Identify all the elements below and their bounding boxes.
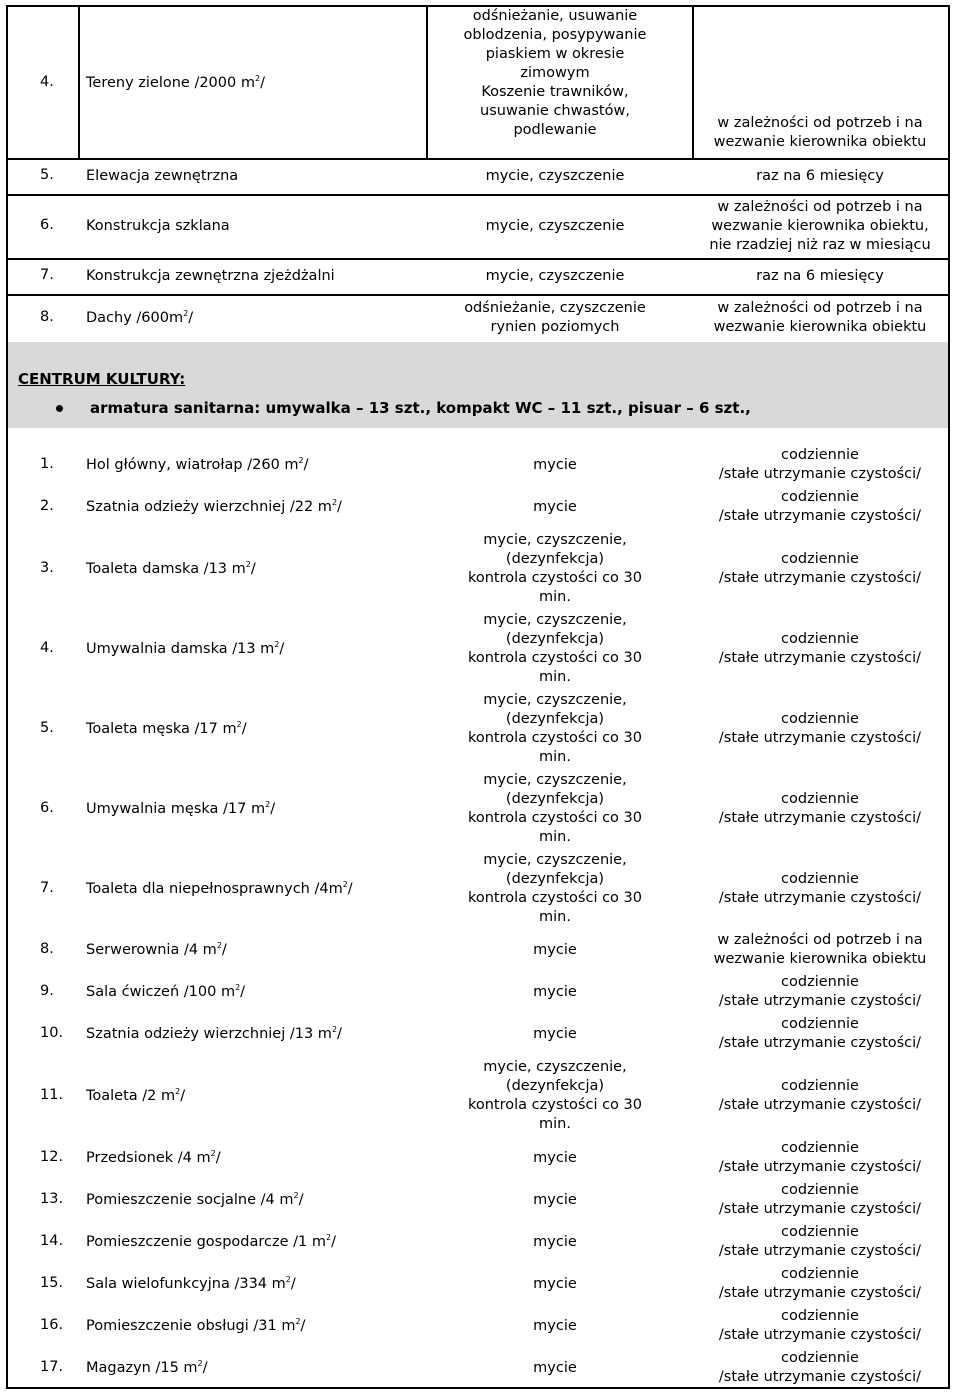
row-number: 7. bbox=[40, 880, 54, 896]
row-number: 17. bbox=[40, 1359, 64, 1375]
row-frequency-line: raz na 6 miesięcy bbox=[756, 267, 884, 284]
document-table bbox=[6, 5, 950, 1389]
row-frequency-line: codziennie bbox=[781, 489, 859, 505]
unit-superscript: 2 bbox=[331, 498, 338, 507]
area-name-tail: / bbox=[221, 942, 227, 958]
row-activity-line: (dezynfekcja) bbox=[505, 551, 605, 567]
row-number: 14. bbox=[40, 1233, 64, 1249]
row-number: 2. bbox=[40, 498, 54, 514]
column-divider bbox=[692, 7, 694, 158]
row-area-name bbox=[86, 800, 275, 817]
row-activity bbox=[426, 851, 684, 927]
row-frequency-line: w zależności od potrzeb i na bbox=[717, 198, 923, 215]
row-activity-line: rynien poziomych bbox=[490, 319, 620, 335]
row-activity-line: zimowym bbox=[520, 65, 590, 81]
area-name-text: Konstrukcja szklana bbox=[86, 218, 230, 234]
row-activity bbox=[426, 1275, 684, 1294]
row-activity bbox=[426, 983, 684, 1002]
area-name-text: Pomieszczenie gospodarcze /1 m bbox=[86, 1234, 326, 1250]
area-name-text: Sala wielofunkcyjna /334 m bbox=[86, 1276, 286, 1292]
unit-superscript: 2 bbox=[265, 800, 271, 809]
row-activity bbox=[426, 456, 684, 475]
row-area-name bbox=[86, 456, 309, 473]
row-activity-line: min. bbox=[539, 589, 571, 605]
row-activity bbox=[426, 217, 684, 236]
row-frequency-line: /stałe utrzymanie czystości/ bbox=[718, 1285, 922, 1301]
row-activity bbox=[426, 167, 684, 186]
unit-superscript: 2 bbox=[326, 1233, 332, 1242]
unit-superscript: 2 bbox=[254, 73, 261, 83]
row-number: 5. bbox=[40, 167, 54, 183]
row-area-name bbox=[86, 1149, 221, 1166]
row-frequency bbox=[692, 1265, 948, 1303]
area-name-tail: / bbox=[337, 499, 342, 515]
row-number: 7. bbox=[40, 267, 54, 283]
row-activity-line: mycie, czyszczenie, bbox=[483, 612, 627, 628]
row-frequency bbox=[692, 114, 948, 152]
area-name-tail: / bbox=[279, 641, 285, 657]
row-area-name bbox=[86, 167, 238, 184]
area-name-tail: / bbox=[202, 1360, 208, 1376]
row-frequency-line: /stałe utrzymanie czystości/ bbox=[718, 1369, 922, 1385]
row-frequency-line: codziennie bbox=[781, 1350, 859, 1366]
row-activity-line: kontrola czystości co 30 bbox=[467, 1097, 642, 1113]
row-activity bbox=[426, 1058, 684, 1134]
row-frequency-line: /stałe utrzymanie czystości/ bbox=[718, 730, 922, 746]
row-activity-line: min. bbox=[539, 749, 571, 765]
row-frequency-line: /stałe utrzymanie czystości/ bbox=[718, 1159, 922, 1175]
row-frequency bbox=[692, 710, 948, 748]
unit-superscript: 2 bbox=[183, 309, 189, 318]
row-frequency bbox=[692, 1307, 948, 1345]
area-name-tail: / bbox=[347, 881, 353, 897]
section-bullet-text: armatura sanitarna: umywalka – 13 szt., kompakt WC – 11 szt., pisuar – 6 szt., bbox=[90, 399, 751, 417]
row-frequency bbox=[692, 1181, 948, 1219]
area-name-text: Sala ćwiczeń /100 m bbox=[86, 984, 236, 1000]
area-name-tail: / bbox=[300, 1318, 306, 1334]
row-area-name bbox=[86, 267, 335, 284]
row-frequency bbox=[692, 550, 948, 588]
row-number: 10. bbox=[40, 1025, 64, 1041]
row-area-name bbox=[86, 1025, 342, 1042]
area-name-tail: / bbox=[270, 801, 276, 817]
row-area-name bbox=[86, 941, 227, 958]
row-activity-line: oblodzenia, posypywanie bbox=[463, 27, 647, 43]
row-activity-line: mycie bbox=[533, 1359, 577, 1376]
row-frequency-line: codziennie bbox=[781, 1224, 859, 1240]
unit-superscript: 2 bbox=[216, 941, 222, 950]
row-number: 8. bbox=[40, 309, 54, 325]
row-activity-line: min. bbox=[539, 909, 571, 925]
area-name-tail: / bbox=[337, 1026, 342, 1042]
row-frequency-line: /stałe utrzymanie czystości/ bbox=[718, 650, 922, 666]
row-frequency-line: /stałe utrzymanie czystości/ bbox=[718, 508, 922, 524]
row-divider bbox=[8, 158, 948, 160]
row-frequency-line: /stałe utrzymanie czystości/ bbox=[718, 1327, 922, 1343]
row-frequency-line: codziennie bbox=[781, 871, 859, 887]
row-activity-line: kontrola czystości co 30 bbox=[467, 730, 642, 746]
row-activity bbox=[426, 1149, 684, 1168]
row-number: 9. bbox=[40, 983, 54, 999]
row-activity-line: mycie bbox=[533, 456, 577, 473]
row-frequency-line: raz na 6 miesięcy bbox=[756, 167, 884, 184]
row-number: 6. bbox=[40, 800, 54, 816]
row-activity bbox=[426, 1359, 684, 1378]
area-name-tail: / bbox=[240, 984, 246, 1000]
unit-superscript: 2 bbox=[245, 560, 251, 569]
area-name-text: Dachy /600m bbox=[86, 310, 184, 326]
row-frequency-line: /stałe utrzymanie czystości/ bbox=[718, 1097, 922, 1113]
row-frequency bbox=[692, 931, 948, 969]
row-frequency-line: wezwanie kierownika obiektu bbox=[713, 134, 927, 150]
row-area-name bbox=[86, 560, 256, 577]
row-activity-line: kontrola czystości co 30 bbox=[467, 890, 642, 906]
row-area-name bbox=[86, 1087, 185, 1104]
area-name-text: Toaleta męska /17 m bbox=[86, 721, 237, 737]
area-name-text: Przedsionek /4 m bbox=[86, 1150, 211, 1166]
area-name-text: Konstrukcja zewnętrzna zjeżdżalni bbox=[86, 268, 335, 284]
row-activity-line: mycie bbox=[533, 498, 577, 515]
area-name-text: Toaleta dla niepełnosprawnych /4m bbox=[86, 881, 343, 897]
row-number: 4. bbox=[40, 73, 54, 90]
row-activity-line: odśnieżanie, czyszczenie bbox=[464, 300, 646, 316]
row-number: 15. bbox=[40, 1275, 64, 1291]
row-activity-line: mycie bbox=[533, 983, 577, 1000]
row-frequency-line: wezwanie kierownika obiektu bbox=[713, 319, 927, 335]
unit-superscript: 2 bbox=[235, 983, 241, 992]
row-frequency-line: codziennie bbox=[781, 711, 859, 727]
row-number: 6. bbox=[40, 217, 54, 233]
row-area-name bbox=[86, 498, 342, 515]
row-activity-line: mycie, czyszczenie, bbox=[483, 852, 627, 868]
unit-superscript: 2 bbox=[298, 456, 304, 465]
row-activity-line: mycie, czyszczenie, bbox=[483, 532, 627, 548]
row-frequency bbox=[692, 299, 948, 337]
row-frequency-line: /stałe utrzymanie czystości/ bbox=[718, 1243, 922, 1259]
row-frequency bbox=[692, 630, 948, 668]
unit-superscript: 2 bbox=[331, 1025, 338, 1034]
row-divider bbox=[8, 258, 948, 260]
row-frequency-line: /stałe utrzymanie czystości/ bbox=[718, 890, 922, 906]
row-area-name bbox=[86, 74, 265, 91]
row-frequency bbox=[692, 1139, 948, 1177]
row-frequency-line: codziennie bbox=[781, 974, 859, 990]
bullet-icon bbox=[56, 405, 63, 412]
row-frequency-line: codziennie bbox=[781, 1182, 859, 1198]
row-activity-line: mycie bbox=[533, 1233, 577, 1250]
row-area-name bbox=[86, 640, 284, 657]
area-name-tail: / bbox=[303, 457, 309, 473]
unit-superscript: 2 bbox=[175, 1087, 181, 1096]
row-frequency-line: /stałe utrzymanie czystości/ bbox=[718, 466, 922, 482]
row-activity bbox=[426, 1025, 684, 1044]
row-frequency-line: codziennie bbox=[781, 1266, 859, 1282]
area-name-text: Toaleta /2 m bbox=[86, 1088, 176, 1104]
area-name-text: Pomieszczenie obsługi /31 m bbox=[86, 1318, 296, 1334]
area-name-tail: / bbox=[298, 1192, 304, 1208]
row-activity bbox=[426, 267, 684, 286]
row-frequency-line: w zależności od potrzeb i na bbox=[717, 300, 923, 316]
row-area-name bbox=[86, 1275, 296, 1292]
row-frequency bbox=[692, 488, 948, 526]
row-number: 13. bbox=[40, 1191, 64, 1207]
row-area-name bbox=[86, 217, 230, 234]
row-frequency-line: wezwanie kierownika obiektu bbox=[713, 951, 927, 967]
row-activity-line: min. bbox=[539, 669, 571, 685]
row-activity bbox=[426, 941, 684, 960]
row-activity-line: mycie, czyszczenie, bbox=[483, 772, 627, 788]
row-frequency-line: /stałe utrzymanie czystości/ bbox=[718, 1201, 922, 1217]
row-area-name bbox=[86, 309, 193, 326]
row-activity bbox=[426, 498, 684, 517]
row-frequency-line: /stałe utrzymanie czystości/ bbox=[718, 810, 922, 826]
row-divider bbox=[8, 194, 948, 196]
unit-superscript: 2 bbox=[197, 1359, 203, 1368]
row-activity-line: mycie bbox=[533, 1149, 577, 1166]
row-frequency-line: codziennie bbox=[781, 631, 859, 647]
row-activity-line: mycie bbox=[533, 1191, 577, 1208]
row-activity-line: mycie, czyszczenie bbox=[485, 167, 625, 184]
row-activity-line: mycie bbox=[533, 941, 577, 958]
section-title: CENTRUM KULTURY: bbox=[18, 370, 186, 388]
row-frequency bbox=[692, 790, 948, 828]
row-frequency bbox=[692, 1077, 948, 1115]
row-divider bbox=[8, 294, 948, 296]
row-activity bbox=[426, 1233, 684, 1252]
unit-superscript: 2 bbox=[210, 1149, 216, 1158]
column-divider bbox=[78, 7, 80, 158]
row-frequency bbox=[692, 1223, 948, 1261]
area-name-text: Elewacja zewnętrzna bbox=[86, 168, 239, 184]
row-activity-line: usuwanie chwastów, bbox=[480, 103, 630, 119]
row-frequency bbox=[692, 446, 948, 484]
row-area-name bbox=[86, 1317, 305, 1334]
area-name-text: Serwerownia /4 m bbox=[86, 942, 217, 958]
unit-superscript: 2 bbox=[295, 1317, 301, 1326]
row-number: 5. bbox=[40, 720, 54, 736]
row-frequency bbox=[692, 267, 948, 286]
row-activity-line: podlewanie bbox=[513, 122, 597, 138]
row-frequency-line: codziennie bbox=[781, 1140, 859, 1156]
row-frequency-line: w zależności od potrzeb i na bbox=[717, 932, 923, 948]
row-activity bbox=[426, 611, 684, 687]
row-frequency-line: /stałe utrzymanie czystości/ bbox=[718, 570, 922, 586]
area-name-text: Umywalnia męska /17 m bbox=[86, 801, 266, 817]
row-frequency-line: codziennie bbox=[781, 791, 859, 807]
row-activity bbox=[426, 1191, 684, 1210]
row-activity-line: (dezynfekcja) bbox=[505, 631, 605, 647]
row-activity bbox=[426, 7, 684, 140]
row-area-name bbox=[86, 880, 353, 897]
row-frequency-line: codziennie bbox=[781, 1078, 859, 1094]
row-frequency-line: /stałe utrzymanie czystości/ bbox=[718, 1035, 922, 1051]
row-activity-line: mycie, czyszczenie, bbox=[483, 1059, 627, 1075]
unit-superscript: 2 bbox=[342, 880, 348, 889]
row-frequency-line: wezwanie kierownika obiektu, bbox=[711, 217, 929, 234]
area-name-tail: / bbox=[215, 1150, 221, 1166]
area-name-text: Toaleta damska /13 m bbox=[86, 561, 246, 577]
row-number: 16. bbox=[40, 1317, 64, 1333]
row-area-name bbox=[86, 720, 247, 737]
row-frequency-line: codziennie bbox=[781, 1016, 859, 1032]
unit-superscript: 2 bbox=[274, 640, 280, 649]
row-activity-line: mycie bbox=[533, 1317, 577, 1334]
row-activity bbox=[426, 299, 684, 337]
row-frequency bbox=[692, 198, 948, 255]
row-activity-line: min. bbox=[539, 829, 571, 845]
area-name-tail: / bbox=[241, 721, 247, 737]
row-frequency-line: codziennie bbox=[781, 1308, 859, 1324]
row-number: 1. bbox=[40, 456, 54, 472]
area-name-tail: / bbox=[250, 561, 256, 577]
row-activity-line: mycie bbox=[533, 1275, 577, 1292]
row-activity bbox=[426, 1317, 684, 1336]
row-frequency-line: codziennie bbox=[781, 447, 859, 463]
row-number: 8. bbox=[40, 941, 54, 957]
row-frequency bbox=[692, 1015, 948, 1053]
row-number: 4. bbox=[40, 640, 54, 656]
row-frequency-line: nie rzadziej niż raz w miesiącu bbox=[709, 236, 931, 253]
row-area-name bbox=[86, 1191, 303, 1208]
area-name-tail: / bbox=[180, 1088, 186, 1104]
row-frequency bbox=[692, 973, 948, 1011]
row-number: 12. bbox=[40, 1149, 64, 1165]
row-number: 3. bbox=[40, 560, 54, 576]
row-activity-line: (dezynfekcja) bbox=[505, 871, 605, 887]
unit-superscript: 2 bbox=[236, 720, 242, 729]
area-name-tail: / bbox=[260, 74, 265, 91]
column-divider bbox=[426, 7, 428, 158]
row-frequency-line: codziennie bbox=[781, 551, 859, 567]
row-activity-line: kontrola czystości co 30 bbox=[467, 650, 642, 666]
row-frequency bbox=[692, 1349, 948, 1387]
row-activity-line: kontrola czystości co 30 bbox=[467, 810, 642, 826]
area-name-text: Pomieszczenie socjalne /4 m bbox=[86, 1192, 294, 1208]
row-activity-line: Koszenie trawników, bbox=[481, 84, 629, 100]
row-area-name bbox=[86, 983, 245, 1000]
row-activity-line: piaskiem w okresie bbox=[485, 46, 625, 62]
row-area-name bbox=[86, 1233, 336, 1250]
area-name-text: Magazyn /15 m bbox=[86, 1360, 198, 1376]
row-frequency bbox=[692, 167, 948, 186]
area-name-text: Tereny zielone /2000 m bbox=[86, 74, 255, 91]
area-name-tail: / bbox=[331, 1234, 336, 1250]
row-activity-line: mycie bbox=[533, 1025, 577, 1042]
row-activity-line: (dezynfekcja) bbox=[505, 711, 605, 727]
area-name-tail: / bbox=[290, 1276, 296, 1292]
unit-superscript: 2 bbox=[285, 1275, 291, 1284]
row-activity bbox=[426, 691, 684, 767]
area-name-text: Hol główny, wiatrołap /260 m bbox=[86, 457, 299, 473]
row-number: 11. bbox=[40, 1087, 64, 1103]
row-activity-line: kontrola czystości co 30 bbox=[467, 570, 642, 586]
unit-superscript: 2 bbox=[293, 1191, 299, 1200]
row-frequency-line: /stałe utrzymanie czystości/ bbox=[718, 993, 922, 1009]
area-name-tail: / bbox=[188, 310, 194, 326]
row-activity-line: odśnieżanie, usuwanie bbox=[472, 8, 638, 24]
row-area-name bbox=[86, 1359, 208, 1376]
area-name-text: Umywalnia damska /13 m bbox=[86, 641, 275, 657]
row-activity bbox=[426, 771, 684, 847]
row-activity-line: (dezynfekcja) bbox=[505, 1078, 605, 1094]
area-name-text: Szatnia odzieży wierzchniej /22 m bbox=[86, 499, 332, 515]
area-name-text: Szatnia odzieży wierzchniej /13 m bbox=[86, 1026, 332, 1042]
row-activity bbox=[426, 531, 684, 607]
row-frequency bbox=[692, 870, 948, 908]
row-activity-line: (dezynfekcja) bbox=[505, 791, 605, 807]
row-activity-line: mycie, czyszczenie bbox=[485, 267, 625, 284]
row-activity-line: min. bbox=[539, 1116, 571, 1132]
row-activity-line: mycie, czyszczenie bbox=[485, 217, 625, 234]
row-frequency-line: w zależności od potrzeb i na bbox=[717, 115, 923, 131]
row-activity-line: mycie, czyszczenie, bbox=[483, 692, 627, 708]
